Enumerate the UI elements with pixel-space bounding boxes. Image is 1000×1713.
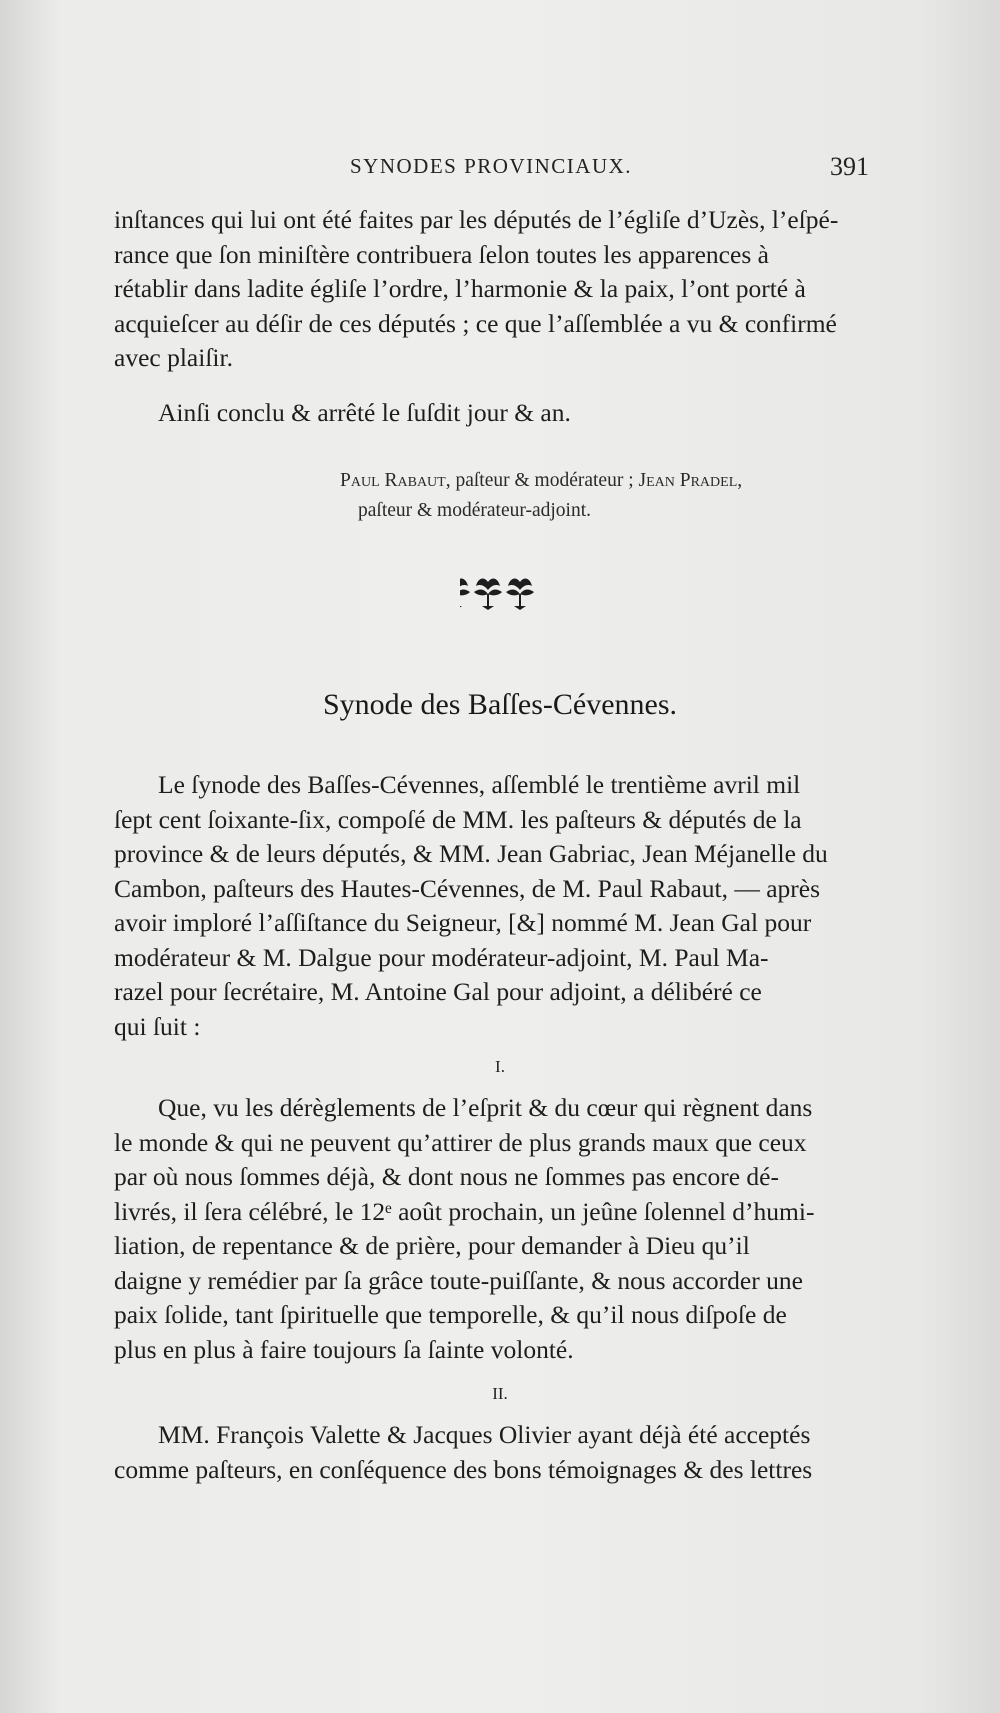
signature-line-2: paſteur & modérateur-adjoint. bbox=[358, 500, 591, 521]
signatory-name: Jean Pradel, bbox=[638, 470, 743, 491]
text-line: Cambon, paſteurs des Hautes-Cévennes, de M. Paul Rabaut, — après bbox=[114, 873, 821, 903]
text-line: par où nous ſommes déjà, & dont nous ne ſommes pas encore dé- bbox=[114, 1162, 779, 1191]
signature-line-1 bbox=[340, 466, 860, 496]
text-line: avec plaiſir. bbox=[114, 343, 233, 372]
section-heading: Synode des Baſſes-Cévennes. bbox=[322, 688, 678, 721]
signatory-role: paſteur & modérateur ; bbox=[450, 470, 634, 491]
running-head bbox=[0, 154, 1000, 190]
text-line: avoir imploré l’aſſiſtance du Seigneur, [&] nommé M. Jean Gal pour bbox=[114, 908, 812, 937]
closing-paragraph bbox=[114, 396, 892, 431]
text-line: inſtances qui lui ont été faites par les députés de l’égliſe d’Uzès, l’eſpé- bbox=[114, 205, 839, 234]
signatory-name: Paul Rabaut, bbox=[340, 470, 451, 491]
text-line: daigne y remédier par ſa grâce toute-puiſſante, & nous accorder une bbox=[114, 1265, 803, 1295]
text-line: MM. François Valette & Jacques Olivier ayant déjà été acceptés bbox=[158, 1420, 811, 1449]
text-line: modérateur & M. Dalgue pour modérateur-adjoint, M. Paul Ma- bbox=[114, 942, 769, 972]
article-numeral: II. bbox=[492, 1384, 508, 1403]
text-line: razel pour ſecrétaire, M. Antoine Gal pour adjoint, a délibéré ce bbox=[114, 977, 762, 1006]
paragraph-continuation bbox=[114, 203, 892, 376]
text-line: rance que ſon miniſtère contribuera ſelon toutes les apparences à bbox=[114, 239, 769, 269]
synod-opening-paragraph bbox=[114, 768, 892, 1044]
text-line: rétablir dans ladite égliſe l’ordre, l’harmonie & la paix, l’ont porté à bbox=[114, 274, 806, 303]
text-line: qui ſuit : bbox=[114, 1011, 201, 1041]
text-line: province & de leurs députés, & MM. Jean Gabriac, Jean Méjanelle du bbox=[114, 839, 828, 868]
text-line: Ainſi conclu & arrêté le ſuſdit jour & an. bbox=[158, 398, 571, 427]
text-line: livrés, il ſera célébré, le 12ᵉ août prochain, un jeûne ſolennel d’humi- bbox=[114, 1196, 815, 1226]
article-1-paragraph bbox=[114, 1091, 892, 1367]
page-number: 391 bbox=[830, 152, 869, 181]
text-line: acquieſcer au déſir de ces députés ; ce que l’aſſemblée a vu & confirmé bbox=[114, 308, 837, 338]
text-line: paix ſolide, tant ſpirituelle que temporelle, & qu’il nous diſpoſe de bbox=[114, 1300, 787, 1329]
article-2-paragraph bbox=[114, 1418, 892, 1487]
text-line: ſept cent ſoixante-ſix, compoſé de MM. les paſteurs & députés de la bbox=[114, 804, 802, 834]
text-line: Que, vu les dérèglements de l’eſprit & du cœur qui règnent dans bbox=[158, 1093, 813, 1122]
signature-block bbox=[340, 466, 860, 526]
fleuron-ornament-icon bbox=[460, 572, 552, 612]
running-title: SYNODES PROVINCIAUX. bbox=[350, 154, 633, 178]
article-numeral: I. bbox=[495, 1057, 505, 1076]
text-line: plus en plus à faire toujours ſa ſainte volonté. bbox=[114, 1334, 574, 1364]
text-line: le monde & qui ne peuvent qu’attirer de plus grands maux que ceux bbox=[114, 1127, 807, 1157]
text-line: comme paſteurs, en conſéquence des bons témoignages & des lettres bbox=[114, 1454, 813, 1484]
text-line: Le ſynode des Baſſes-Cévennes, aſſemblé le trentième avril mil bbox=[158, 770, 801, 799]
text-line: liation, de repentance & de prière, pour demander à Dieu qu’il bbox=[114, 1231, 750, 1260]
